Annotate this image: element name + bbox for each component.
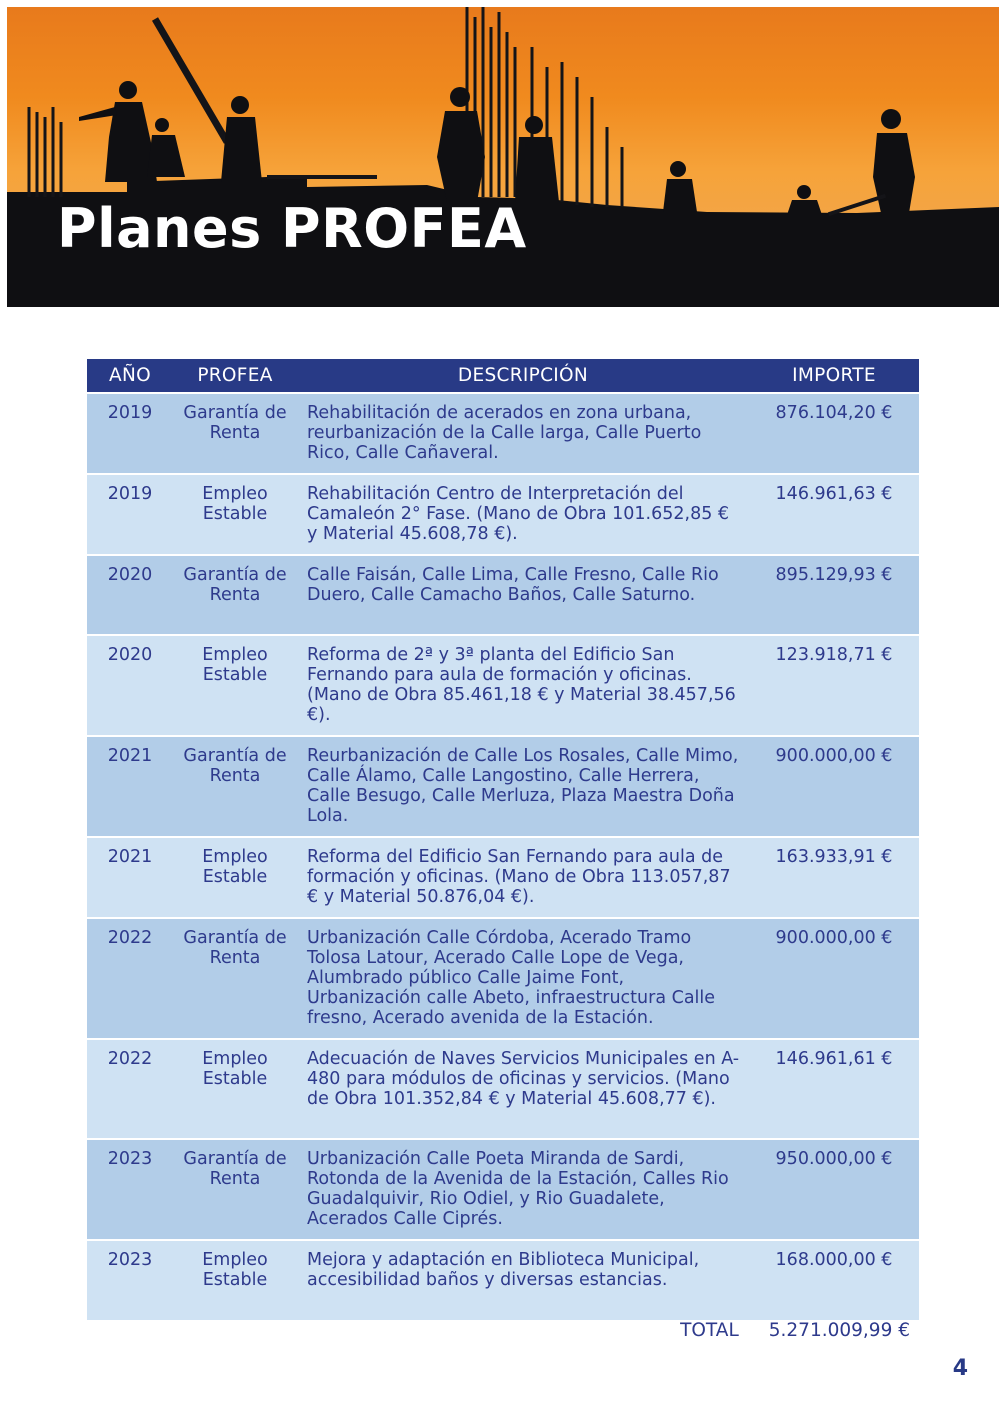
cell-description: Urbanización Calle Córdoba, Acerado Tramo Tolosa Latour, Acerado Calle Lope de Vega, Alumbrado público Calle Jaime Font, Urbanización calle Abeto, infraestructura Calle fresno, Acerado avenida de la Estación.	[297, 918, 749, 1039]
table-row	[87, 837, 919, 918]
cell-amount: 900.000,00 €	[749, 918, 919, 1039]
cell-year: 2019	[87, 474, 173, 555]
cell-profea: Empleo Estable	[173, 635, 297, 736]
cell-year: 2020	[87, 635, 173, 736]
cell-year: 2020	[87, 555, 173, 635]
cell-year: 2022	[87, 1039, 173, 1139]
cell-amount: 146.961,61 €	[749, 1039, 919, 1139]
cell-description: Rehabilitación Centro de Interpretación del Camaleón 2° Fase. (Mano de Obra 101.652,85 € y Material 45.608,78 €).	[297, 474, 749, 555]
profea-table	[87, 359, 919, 1320]
cell-profea: Garantía de Renta	[173, 736, 297, 837]
table-row	[87, 635, 919, 736]
cell-description: Calle Faisán, Calle Lima, Calle Fresno, Calle Rio Duero, Calle Camacho Baños, Calle Saturno.	[297, 555, 749, 635]
cell-profea: Empleo Estable	[173, 1240, 297, 1320]
cell-year: 2021	[87, 736, 173, 837]
table-header-row	[87, 359, 919, 393]
cell-profea: Garantía de Renta	[173, 1139, 297, 1240]
cell-description: Mejora y adaptación en Biblioteca Municipal, accesibilidad baños y diversas estancias.	[297, 1240, 749, 1320]
cell-profea: Garantía de Renta	[173, 393, 297, 474]
cell-year: 2023	[87, 1240, 173, 1320]
table-row	[87, 1240, 919, 1320]
cell-year: 2022	[87, 918, 173, 1039]
cell-amount: 895.129,93 €	[749, 555, 919, 635]
table-row	[87, 555, 919, 635]
cell-profea: Empleo Estable	[173, 1039, 297, 1139]
cell-profea: Garantía de Renta	[173, 555, 297, 635]
cell-description: Urbanización Calle Poeta Miranda de Sardi, Rotonda de la Avenida de la Estación, Calles Rio Guadalquivir, Rio Odiel, y Rio Guadalete, Acerados Calle Ciprés.	[297, 1139, 749, 1240]
cell-profea: Empleo Estable	[173, 474, 297, 555]
total-value: 5.271.009,99 €	[768, 1320, 910, 1341]
cell-amount: 876.104,20 €	[749, 393, 919, 474]
cell-profea: Empleo Estable	[173, 837, 297, 918]
cell-profea: Garantía de Renta	[173, 918, 297, 1039]
cell-description: Rehabilitación de acerados en zona urbana, reurbanización de la Calle larga, Calle Puerto Rico, Calle Cañaveral.	[297, 393, 749, 474]
column-header-description: DESCRIPCIÓN	[297, 359, 749, 393]
cell-description: Reforma del Edificio San Fernando para aula de formación y oficinas. (Mano de Obra 113.057,87 € y Material 50.876,04 €).	[297, 837, 749, 918]
cell-amount: 163.933,91 €	[749, 837, 919, 918]
column-header-profea: PROFEA	[173, 359, 297, 393]
header-banner	[7, 7, 999, 307]
table-row	[87, 736, 919, 837]
column-header-amount: IMPORTE	[749, 359, 919, 393]
cell-description: Reurbanización de Calle Los Rosales, Calle Mimo, Calle Álamo, Calle Langostino, Calle Herrera, Calle Besugo, Calle Merluza, Plaza Maestra Doña Lola.	[297, 736, 749, 837]
table-row	[87, 918, 919, 1039]
cell-amount: 900.000,00 €	[749, 736, 919, 837]
cell-description: Reforma de 2ª y 3ª planta del Edificio San Fernando para aula de formación y oficinas. (Mano de Obra 85.461,18 € y Material 38.457,56 €).	[297, 635, 749, 736]
page-number: 4	[952, 1356, 968, 1381]
page-title: Planes PROFEA	[57, 197, 527, 260]
construction-workers-silhouette-image	[7, 7, 999, 307]
cell-year: 2021	[87, 837, 173, 918]
cell-amount: 123.918,71 €	[749, 635, 919, 736]
cell-amount: 146.961,63 €	[749, 474, 919, 555]
table-row	[87, 474, 919, 555]
table-row	[87, 1139, 919, 1240]
total-label: TOTAL	[680, 1320, 739, 1341]
cell-year: 2019	[87, 393, 173, 474]
cell-amount: 168.000,00 €	[749, 1240, 919, 1320]
cell-description: Adecuación de Naves Servicios Municipales en A-480 para módulos de oficinas y servicios. (Mano de Obra 101.352,84 € y Material 45.608,77 €).	[297, 1039, 749, 1139]
cell-amount: 950.000,00 €	[749, 1139, 919, 1240]
cell-year: 2023	[87, 1139, 173, 1240]
table-row	[87, 393, 919, 474]
table-row	[87, 1039, 919, 1139]
total-row	[600, 1320, 910, 1341]
column-header-year: AÑO	[87, 359, 173, 393]
